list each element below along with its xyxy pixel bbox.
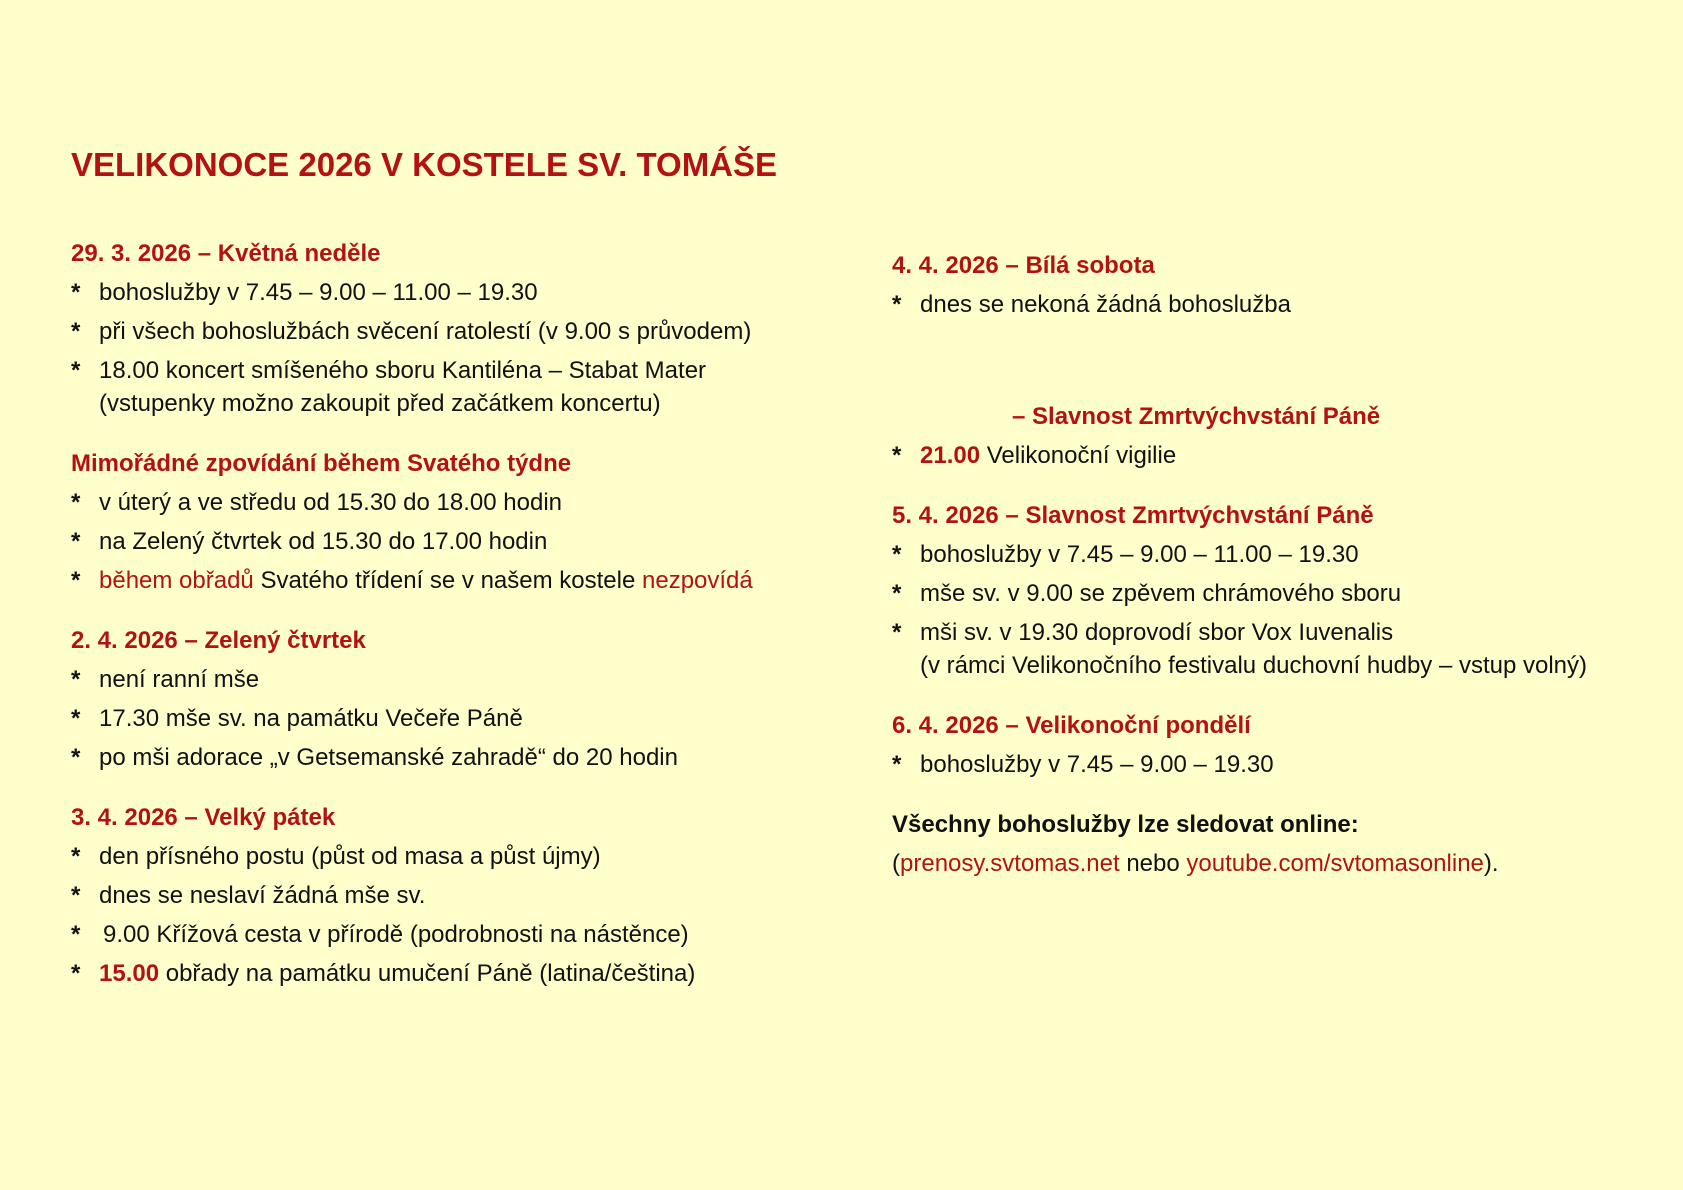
bullet-star-icon: * [71,666,81,693]
paren-open: ( [892,850,900,877]
section-easter-monday [892,710,1683,781]
section-holy-saturday [892,250,1683,321]
bullet-star-icon: * [71,279,81,306]
section-good-friday [71,802,871,990]
section-heading: Mimořádné zpovídání během Svatého týdne [71,450,572,477]
item-text-line: mši sv. v 19.30 doprovodí sbor Vox Iuvenalis [920,619,1394,646]
bullet-star-icon: * [71,567,81,594]
section-heading: – Slavnost Zmrtvýchvstání Páně [1012,403,1381,430]
bullet-star-icon: * [892,442,902,469]
bullet-star-icon: * [892,291,902,318]
bullet-star-icon: * [71,744,81,771]
item-text: dnes se neslaví žádná mše sv. [99,882,426,909]
item-text: není ranní mše [99,666,260,693]
online-label: Všechny bohoslužby lze sledovat online: [892,811,1359,838]
item-text: den přísného postu (půst od masa a půst újmy) [99,843,601,870]
bullet-star-icon: * [892,541,902,568]
bullet-star-icon: * [892,580,902,607]
plain-text: Svatého třídení se v našem kostele [253,567,642,594]
online-links [892,847,1683,880]
item-text: po mši adorace „v Getsemanské zahradě“ do 20 hodin [99,744,678,771]
section-online [892,809,1683,880]
bullet-star-icon: * [71,960,81,987]
list-item [71,879,871,912]
list-item [892,439,1683,472]
item-text: bohoslužby v 7.45 – 9.00 – 19.30 [920,751,1274,778]
item-text-multiline [920,616,1587,682]
plain-text: obřady na památku umučení Páně (latina/čeština) [159,960,696,987]
list-item [892,616,1683,682]
bullet-star-icon: * [71,921,81,948]
item-text-line: (vstupenky možno zakoupit před začátkem koncertu) [99,390,661,417]
list-item [71,276,871,309]
bullet-star-icon: * [71,882,81,909]
list-item [71,354,871,420]
item-text: 17.30 mše sv. na památku Večeře Páně [99,705,523,732]
section-maundy-thursday [71,625,871,774]
list-item [892,577,1683,610]
section-confession [71,448,871,597]
item-text-multiline [99,354,706,420]
section-easter-vigil [892,401,1683,472]
list-item [71,564,871,597]
bullet-star-icon: * [71,357,81,384]
list-item [71,918,871,951]
highlight-text: během obřadů [99,567,254,594]
time-highlight: 21.00 [920,442,981,469]
list-item [892,288,1683,321]
section-heading: 29. 3. 2026 – Květná neděle [71,240,381,267]
link-prenosy[interactable]: prenosy.svtomas.net [900,850,1120,877]
list-item [892,748,1683,781]
list-item [71,525,871,558]
bullet-star-icon: * [892,751,902,778]
bullet-star-icon: * [892,619,902,646]
item-text: bohoslužby v 7.45 – 9.00 – 11.00 – 19.30 [99,279,538,306]
link-youtube[interactable]: youtube.com/svtomasonline [1186,850,1484,877]
section-heading: 3. 4. 2026 – Velký pátek [71,804,336,831]
bullet-star-icon: * [71,843,81,870]
section-heading: 2. 4. 2026 – Zelený čtvrtek [71,627,366,654]
list-item [71,741,871,774]
section-heading: 6. 4. 2026 – Velikonoční pondělí [892,712,1251,739]
section-heading: 4. 4. 2026 – Bílá sobota [892,252,1155,279]
paren-close: ). [1483,850,1499,877]
list-item [71,663,871,696]
item-text: v úterý a ve středu od 15.30 do 18.00 hodin [99,489,562,516]
section-heading: 5. 4. 2026 – Slavnost Zmrtvýchvstání Páně [892,502,1374,529]
section-easter-sunday [892,500,1683,682]
time-highlight: 15.00 [99,960,160,987]
item-text: při všech bohoslužbách svěcení ratolestí (v 9.00 s průvodem) [99,318,752,345]
plain-text: Velikonoční vigilie [980,442,1177,469]
item-text: dnes se nekoná žádná bohoslužba [920,291,1291,318]
page-title: VELIKONOCE 2026 V KOSTELE SV. TOMÁŠE [71,146,778,183]
list-item [892,538,1683,571]
item-text-line: 18.00 koncert smíšeného sboru Kantiléna – Stabat Mater [99,357,707,384]
highlight-text: nezpovídá [642,567,753,594]
left-column [71,238,871,1018]
item-text: 9.00 Křížová cesta v přírodě (podrobnosti na nástěnce) [103,921,689,948]
list-item [71,702,871,735]
item-text-line: (v rámci Velikonočního festivalu duchovní hudby – vstup volný) [920,652,1588,679]
item-text [99,957,695,990]
item-text [920,439,1176,472]
list-item [71,840,871,873]
list-item [71,957,871,990]
bullet-star-icon: * [71,489,81,516]
bullet-star-icon: * [71,705,81,732]
bullet-star-icon: * [71,528,81,555]
item-text [99,564,753,597]
list-item [71,315,871,348]
item-text: na Zelený čtvrtek od 15.30 do 17.00 hodin [99,528,548,555]
plain-text: nebo [1119,850,1187,877]
item-text: mše sv. v 9.00 se zpěvem chrámového sboru [920,580,1402,607]
bullet-star-icon: * [71,318,81,345]
item-text: bohoslužby v 7.45 – 9.00 – 11.00 – 19.30 [920,541,1359,568]
section-palm-sunday [71,238,871,420]
right-column [892,250,1683,908]
list-item [71,486,871,519]
